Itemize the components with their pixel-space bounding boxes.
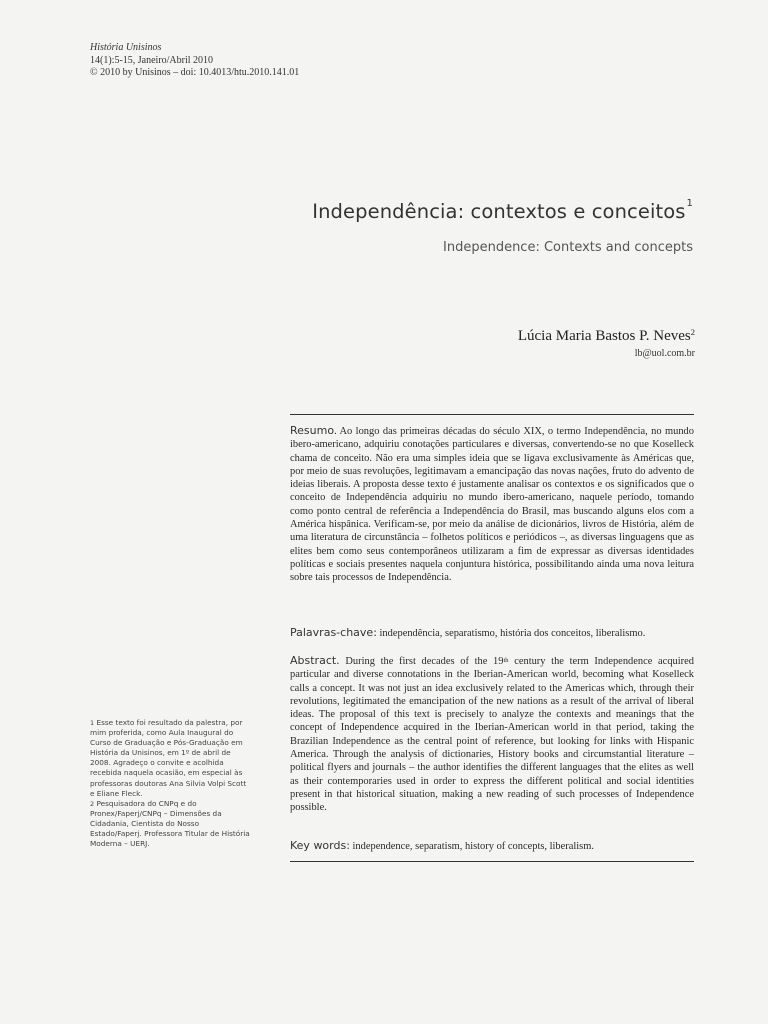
- abstract-text-after: century the term Independence acquired particular and diverse connotations in the Iberian-American world, becoming what Koselleck calls a concept. It was not just an idea exclusively related to the Americas which, through their revolutions, legitimated the emancipation of the new nations as a result of the arrival of liberal ideas. The proposal of this text is precisely to analyze the contexts and meanings that the concept of Independence acquired in the Iberian-American world in that period, taking the Brazilian Independence as the central point of reference, but looking for links with Hispanic America. Through the analysis of dictionaries, History books and circumstantial literature – political flyers and journals – the author identifies the different languages that the elites as well as their contemporaries used in order to express the different political and social identities present in that historical situation, making a new reading of such processes of Independence possible.: [290, 656, 694, 814]
- footnote-2-text: Pesquisadora do CNPq e do Pronex/Faperj/CNPq – Dimensões da Cidadania, Cientista do Nosso Estado/Faperj. Professora Titular de História Moderna – UERJ.: [90, 798, 250, 849]
- author-block: [518, 328, 695, 359]
- author-name: [518, 328, 695, 345]
- author-name-text: Lúcia Maria Bastos P. Neves: [517, 328, 691, 344]
- resumo-label: Resumo: [290, 424, 335, 437]
- top-divider: [290, 414, 694, 415]
- abstract-sup: th: [503, 657, 509, 664]
- bottom-divider: [290, 861, 694, 862]
- resumo-paragraph: [290, 424, 694, 585]
- article-title: [312, 200, 693, 223]
- footnote-1: [90, 718, 250, 799]
- palavras-chave-label: Palavras-chave:: [290, 626, 377, 639]
- journal-name: História Unisinos: [90, 42, 162, 53]
- abstract-paragraph: [290, 654, 694, 815]
- author-footnote-mark: 2: [690, 327, 695, 337]
- journal-copyright: © 2010 by Unisinos – doi: 10.4013/htu.2010.141.01: [90, 67, 300, 78]
- abstract-text-before: During the first decades of the 19: [339, 656, 504, 667]
- title-footnote-mark: 1: [686, 198, 693, 209]
- resumo-text: . Ao longo das primeiras décadas do século XIX, o termo Independência, no mundo ibero-americano, adquiriu conotações particulares e diversas, convertendo-se no que Koselleck chama de conceito. Não era uma simples ideia que se ligava exclusivamente às Américas que, por meio de suas revoluções, legitimavam a emancipação das novas nações, fruto do advento de ideias liberais. A proposta desse texto é justamente analisar os contextos e os significados que o conceito de Independência adquiriu no mundo ibero-americano, naquele período, tomando como ponto central de referência a Independência do Brasil, mas buscando alguns elos com a América hispânica. Verificam-se, por meio da análise de dicionários, livros de História, além de uma literatura de circunstância – folhetos políticos e periódicos –, as diversas linguagens que as elites bem como seus contemporâneos utilizaram a fim de expressar as diversas identidades políticas e sociais presentes naquela conjuntura histórica, possibilitando ainda uma nova leitura sobre tais processos de Independência.: [290, 426, 694, 584]
- journal-header: [90, 42, 299, 80]
- abstract-label: Abstract.: [290, 654, 340, 667]
- key-words-text: independence, separatism, history of concepts, liberalism.: [349, 841, 594, 852]
- footnotes: [90, 718, 250, 849]
- footnote-2: [90, 799, 250, 849]
- title-block: [312, 200, 693, 255]
- article-title-text: Independência: contextos e conceitos: [312, 200, 686, 223]
- palavras-chave-text: independência, separatismo, história dos conceitos, liberalismo.: [376, 628, 646, 639]
- journal-issue: 14(1):5-15, Janeiro/Abril 2010: [90, 54, 214, 66]
- palavras-chave: [290, 626, 694, 640]
- key-words: [290, 839, 694, 853]
- footnote-1-text: Esse texto foi resultado da palestra, por mim proferida, como Aula Inaugural do Curso de Graduação e Pós-Graduação em História da Unisinos, em 1º de abril de 2008. Agradeço o convite e acolhida recebida naquela ocasião, em especial às professoras doutoras Ana Silvia Volpi Scott e Eliane Fleck.: [90, 718, 247, 798]
- key-words-label: Key words:: [290, 839, 350, 852]
- footnote-2-mark: 2: [90, 799, 95, 808]
- article-subtitle: Independence: Contexts and concepts: [443, 240, 693, 255]
- footnote-1-mark: 1: [90, 719, 95, 727]
- author-email[interactable]: lb@uol.com.br: [634, 348, 695, 359]
